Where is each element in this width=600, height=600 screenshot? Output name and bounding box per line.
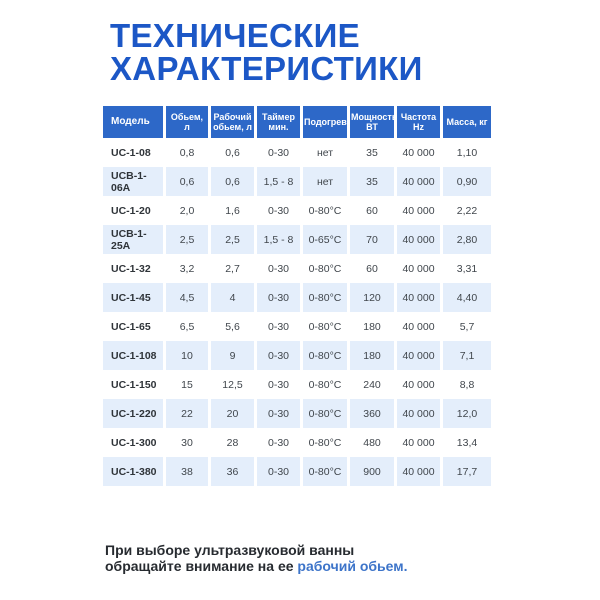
working-volume-cell: 2,7 [211,254,254,283]
power-cell: 35 [350,138,394,167]
model-cell: UC-1-108 [103,341,163,370]
mass-cell: 4,40 [443,283,491,312]
footnote-line1: При выборе ультразвуковой ванны [105,542,355,558]
power-cell: 900 [350,457,394,486]
working-volume-cell: 5,6 [211,312,254,341]
frequency-cell: 40 000 [397,370,440,399]
frequency-cell: 40 000 [397,283,440,312]
table-row [103,138,491,167]
mass-cell: 2,22 [443,196,491,225]
frequency-cell: 40 000 [397,138,440,167]
working-volume-cell: 0,6 [211,167,254,196]
working-volume-cell: 28 [211,428,254,457]
table-header [103,106,491,138]
frequency-cell: 40 000 [397,399,440,428]
table-row [103,341,491,370]
power-cell: 480 [350,428,394,457]
volume-cell: 30 [166,428,208,457]
frequency-cell: 40 000 [397,428,440,457]
mass-cell: 12,0 [443,399,491,428]
specs-table [100,106,494,486]
table-row [103,312,491,341]
table-row [103,196,491,225]
volume-cell: 0,8 [166,138,208,167]
heating-cell: 0-80°C [303,341,347,370]
mass-cell: 8,8 [443,370,491,399]
table-row [103,254,491,283]
volume-cell: 2,5 [166,225,208,254]
frequency-cell: 40 000 [397,225,440,254]
volume-cell: 6,5 [166,312,208,341]
frequency-cell: 40 000 [397,341,440,370]
power-cell: 60 [350,196,394,225]
working-volume-cell: 12,5 [211,370,254,399]
frequency-cell: 40 000 [397,254,440,283]
volume-cell: 22 [166,399,208,428]
working-volume-cell: 20 [211,399,254,428]
working-volume-cell: 36 [211,457,254,486]
timer-cell: 1,5 - 8 [257,167,300,196]
column-header-model: Модель [103,106,163,138]
power-cell: 240 [350,370,394,399]
timer-cell: 1,5 - 8 [257,225,300,254]
heating-cell: 0-65°C [303,225,347,254]
timer-cell: 0-30 [257,254,300,283]
table-header-row [103,106,491,138]
volume-cell: 15 [166,370,208,399]
power-cell: 35 [350,167,394,196]
volume-cell: 10 [166,341,208,370]
model-cell: UCB-1-06A [103,167,163,196]
frequency-cell: 40 000 [397,196,440,225]
heating-cell: 0-80°C [303,457,347,486]
mass-cell: 13,4 [443,428,491,457]
footnote-line2-prefix: обращайте внимание на ее [105,558,298,574]
power-cell: 360 [350,399,394,428]
heating-cell: нет [303,138,347,167]
column-header-heating: Подогрев [303,106,347,138]
page-title [110,19,423,85]
timer-cell: 0-30 [257,399,300,428]
working-volume-cell: 4 [211,283,254,312]
table-row [103,399,491,428]
timer-cell: 0-30 [257,341,300,370]
column-header-timer: Таймер мин. [257,106,300,138]
timer-cell: 0-30 [257,312,300,341]
table-row [103,457,491,486]
mass-cell: 7,1 [443,341,491,370]
heating-cell: нет [303,167,347,196]
table-row [103,167,491,196]
volume-cell: 0,6 [166,167,208,196]
mass-cell: 17,7 [443,457,491,486]
working-volume-cell: 2,5 [211,225,254,254]
table-row [103,283,491,312]
heating-cell: 0-80°C [303,196,347,225]
model-cell: UC-1-150 [103,370,163,399]
mass-cell: 1,10 [443,138,491,167]
column-header-working-volume: Рабочий обьем, л [211,106,254,138]
mass-cell: 3,31 [443,254,491,283]
heating-cell: 0-80°C [303,370,347,399]
column-header-mass: Масса, кг [443,106,491,138]
timer-cell: 0-30 [257,457,300,486]
heating-cell: 0-80°C [303,254,347,283]
working-volume-cell: 0,6 [211,138,254,167]
mass-cell: 5,7 [443,312,491,341]
model-cell: UC-1-20 [103,196,163,225]
timer-cell: 0-30 [257,428,300,457]
volume-cell: 38 [166,457,208,486]
model-cell: UC-1-32 [103,254,163,283]
model-cell: UC-1-380 [103,457,163,486]
model-cell: UC-1-220 [103,399,163,428]
timer-cell: 0-30 [257,138,300,167]
volume-cell: 3,2 [166,254,208,283]
timer-cell: 0-30 [257,196,300,225]
model-cell: UC-1-45 [103,283,163,312]
power-cell: 180 [350,341,394,370]
model-cell: UC-1-65 [103,312,163,341]
heating-cell: 0-80°C [303,428,347,457]
model-cell: UCB-1-25A [103,225,163,254]
frequency-cell: 40 000 [397,167,440,196]
mass-cell: 0,90 [443,167,491,196]
page-title-line2: ХАРАКТЕРИСТИКИ [110,50,423,87]
volume-cell: 2,0 [166,196,208,225]
mass-cell: 2,80 [443,225,491,254]
frequency-cell: 40 000 [397,457,440,486]
volume-cell: 4,5 [166,283,208,312]
timer-cell: 0-30 [257,283,300,312]
working-volume-cell: 9 [211,341,254,370]
working-volume-cell: 1,6 [211,196,254,225]
power-cell: 120 [350,283,394,312]
model-cell: UC-1-08 [103,138,163,167]
power-cell: 60 [350,254,394,283]
footnote [105,542,407,574]
table-row [103,225,491,254]
heating-cell: 0-80°C [303,312,347,341]
heating-cell: 0-80°C [303,283,347,312]
model-cell: UC-1-300 [103,428,163,457]
power-cell: 70 [350,225,394,254]
column-header-frequency: Частота Hz [397,106,440,138]
heating-cell: 0-80°C [303,399,347,428]
page-title-line1: ТЕХНИЧЕСКИЕ [110,17,360,54]
table-row [103,428,491,457]
footnote-highlight: рабочий обьем. [297,558,408,574]
table-row [103,370,491,399]
timer-cell: 0-30 [257,370,300,399]
table-body [103,138,491,486]
column-header-power: Мощность ВТ [350,106,394,138]
column-header-volume: Обьем, л [166,106,208,138]
frequency-cell: 40 000 [397,312,440,341]
power-cell: 180 [350,312,394,341]
